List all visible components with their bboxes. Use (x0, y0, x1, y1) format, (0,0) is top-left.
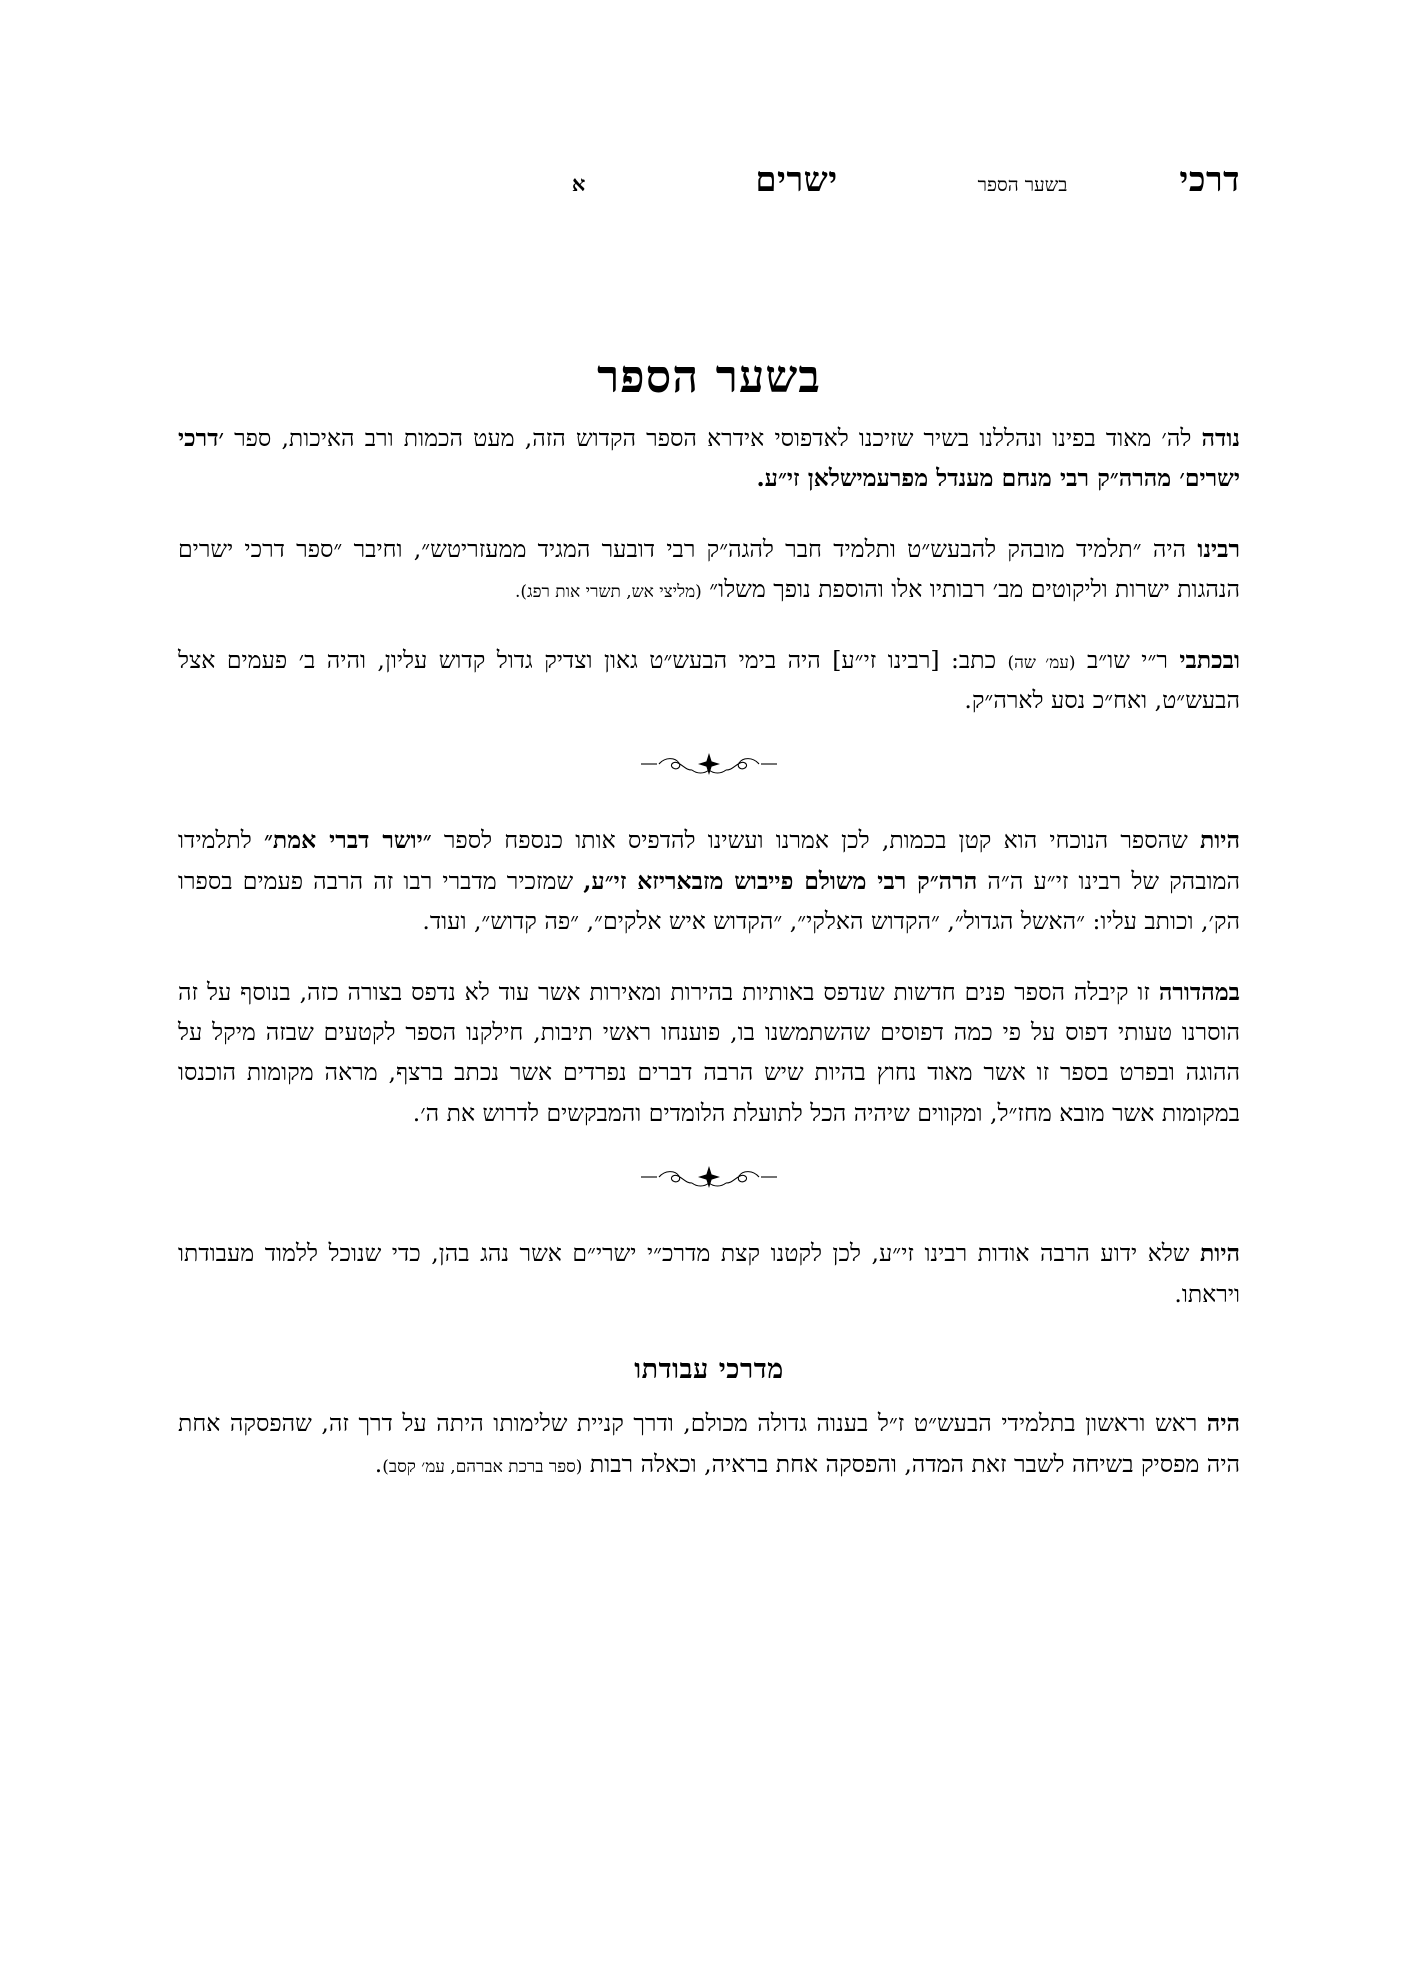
paragraph-text: ראש וראשון בתלמידי הבעש״ט ז״ל בענוה גדולה מכולם, ודרך קניית שלימותו היתה על דרך זה, שהפסקה אחת היה מפסיק בשיחה לשבר זאת המדה, והפסקה אחת בראיה, וכאלה רבות (178, 1409, 1240, 1478)
running-head-section-label: בשער הספר (977, 174, 1068, 196)
paragraph-lead-word: היה (1206, 1409, 1240, 1438)
body-column (178, 418, 1240, 1514)
paragraph-text: שהספר הנוכחי הוא קטן בכמות, לכן אמרנו ועשינו להדפיס אותו כנספח לספר (431, 826, 1200, 855)
paragraph-uchsavi (178, 640, 1240, 721)
paragraph-heyos-2 (178, 1233, 1240, 1314)
running-head-folio-number: א (571, 171, 586, 196)
running-head-book-title-right: דרכי (1179, 160, 1240, 200)
running-head (178, 160, 1240, 206)
paragraph-bold-author-name: הרה״ק רבי משולם פייבוש מזבאריזא זי״ע, (583, 866, 978, 895)
paragraph-haya (178, 1403, 1240, 1484)
paragraph-heyos-1 (178, 820, 1240, 941)
paragraph-text: היה ״תלמיד מובהק להבעש״ט ותלמיד חבר להגה״ק רבי דובער המגיד ממעזריטש״, וחיבר ״ספר דרכי ישרים הנהגות ישרות וליקוטים מב׳ רבותיו אלו והוספת נופך משלו״ (178, 534, 1240, 604)
page-title: בשער הספר (597, 350, 821, 404)
paragraph-lead-word: במהדורה (1158, 977, 1240, 1006)
paragraph-rabenu (178, 529, 1240, 610)
paragraph-text: שלא ידוע הרבה אודות רבינו זי״ע, לכן לקטנו קצת מדרכ״י ישרי״ם אשר נהג בהן, כדי שנוכל ללמוד מעבודתו ויראתו. (178, 1239, 1240, 1308)
paragraph-lead-word: רבינו (1197, 534, 1240, 563)
paragraph-text-tail: שמזכיר מדברי רבו זה הרבה פעמים בספרו הק׳, וכותב עליו: ״האשל הגדול״, ״הקדוש האלקי״, ״הקדוש איש אלקים״, ״פה קדוש״, ועוד. (178, 866, 1240, 936)
paragraph-bold-inline: ׳דרכי ישרים׳ מהרה״ק רבי מנחם מענדל מפרעמישלאן זי״ע. (178, 424, 1240, 493)
paragraph-source-note: (מליצי אש, תשרי אות רפג). (515, 582, 702, 603)
running-head-book-title-left: ישרים (755, 160, 838, 200)
paragraph-text: ר״י שו״ב (1075, 645, 1180, 674)
fleuron-divider-icon (178, 750, 1240, 776)
paragraph-source-note: (עמ׳ שה) (1007, 652, 1076, 673)
paragraph-lead-word: היות (1199, 826, 1240, 855)
paragraph-lead-word: היות (1199, 1239, 1240, 1268)
paragraph-text-continued: לתלמידו המובהק של רבינו זי״ע ה״ה (178, 826, 1240, 895)
fleuron-divider-icon (178, 1163, 1240, 1189)
section-subheading: מדרכי עבודתו (634, 1354, 784, 1386)
paragraph-text-continued: כתב: [רבינו זי״ע] היה בימי הבעש״ט גאון וצדיק גדול קדוש עליון, והיה ב׳ פעמים אצל הבעש״ט, ואח״כ נסע לארה״ק. (178, 645, 1240, 715)
paragraph-bamahadura (178, 972, 1240, 1134)
paragraph-text: זו קיבלה הספר פנים חדשות שנדפס באותיות בהירות ומאירות אשר עוד לא נדפס בצורה כזה, בנוסף על זה הוסרנו טעותי דפוס על פי כמה דפוסים שהשתמשנו בו, פוענחו ראשי תיבות, חילקנו הספר לקטעים שבזה מיקל על ההוגה ובפרט בספר זו אשר מאוד נחוץ בהיות שיש הרבה דברים נפרדים אשר נכתב ברצף, מראה מקומות הוכנסו במקומות אשר מובא מחז״ל, ומקווים שיהיה הכל לתועלת הלומדים והמבקשים לדרוש את ה׳. (178, 977, 1240, 1127)
paragraph-source-note: (ספר ברכת אברהם, עמ׳ קסב) (382, 1456, 583, 1477)
paragraph-nodeh (178, 418, 1240, 499)
paragraph-bold-book-name: ״יושר דברי אמת״ (263, 826, 432, 855)
paragraph-text: לה׳ מאוד בפינו ונהללנו בשיר שזיכנו לאדפוסי אידרא הספר הקדוש הזה, מעט הכמות ורב האיכות, ספר (223, 424, 1202, 452)
paragraph-lead-word: ובכתבי (1179, 645, 1240, 674)
paragraph-text-tail: . (374, 1449, 383, 1478)
paragraph-lead-word: נודה (1201, 424, 1240, 452)
